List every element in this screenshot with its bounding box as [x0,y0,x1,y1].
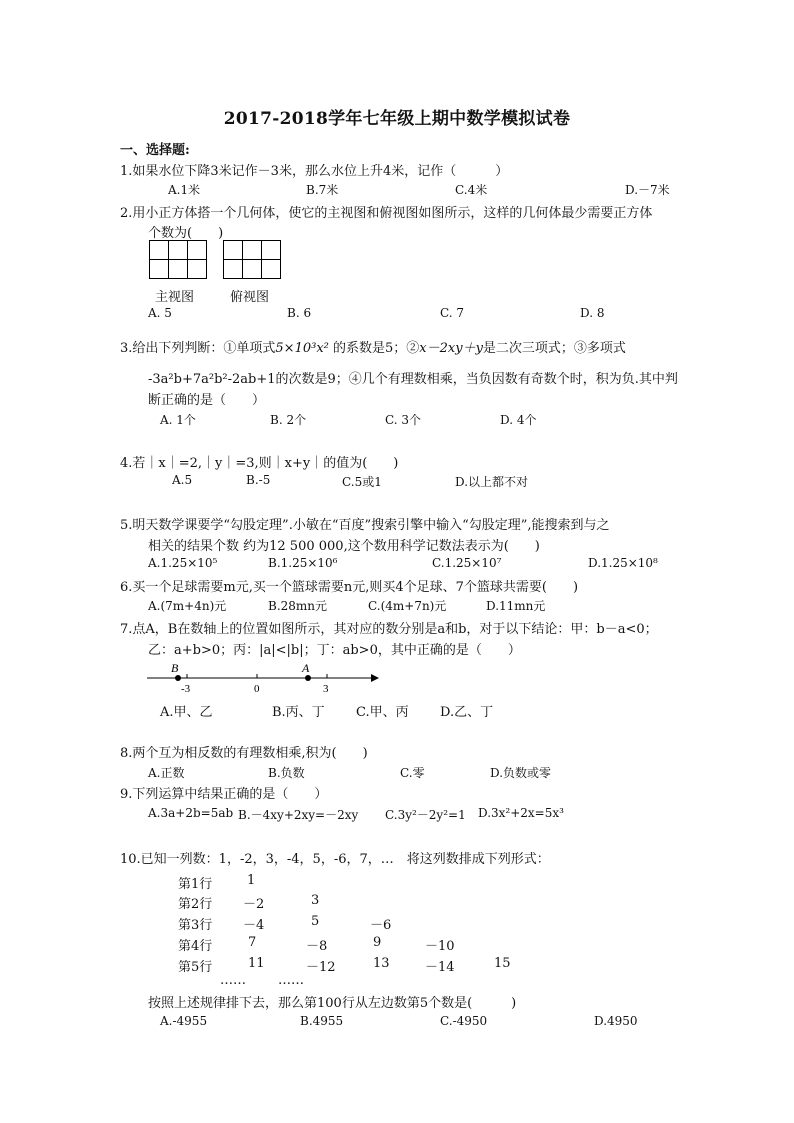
question-2-stem-line1: 2.用小正方体搭一个几何体，使它的主视图和俯视图如图所示，这样的几何体最少需要正方体 [120,206,653,221]
question-8-option-a: A.正数 [148,766,185,780]
question-3-option-d: D. 4个 [500,413,537,427]
ellipsis: …… [220,973,246,988]
row-value: 1 [247,873,256,888]
row-value: 3 [311,893,320,908]
top-view-label: 俯视图 [230,290,270,305]
question-9-option-a: A.3a+2b=5ab [148,806,234,820]
question-1-option-b: B.7米 [306,183,339,197]
question-10-option-a: A.-4955 [160,1014,208,1028]
arrow-icon [371,674,379,682]
row-value: 11 [248,956,265,971]
question-7-stem-line1: 7.点A，B在数轴上的位置如图所示，其对应的数分别是a和b，对于以下结论：甲：b－a<0； [120,622,658,637]
question-3-stem-line1 [120,337,626,356]
question-2-option-c: C. 7 [440,306,465,320]
row-label: 第2行 [178,897,213,912]
tick-label: -3 [181,683,191,695]
question-10-option-b: B.4955 [300,1014,344,1028]
label-b: B [171,661,179,675]
row-label: 第3行 [178,918,213,933]
page-title: 2017-2018学年七年级上期中数学模拟试卷 [223,109,571,129]
question-1-option-c: C.4米 [455,183,488,197]
label-a: A [302,661,310,675]
question-8-stem: 8.两个互为相反数的有理数相乘,积为( ) [120,746,368,761]
question-5-option-b: B.1.25×10⁶ [268,556,338,570]
row-value: －6 [370,918,392,933]
question-3-stem-line2: -3a²b+7a²b²-2ab+1的次数是9；④几个有理数相乘，当负因数有奇数个时，积为负.其中判 [148,372,678,387]
row-label: 第5行 [178,960,213,975]
front-view-label: 主视图 [155,290,195,305]
question-9-option-d: D.3x²+2x=5x³ [478,806,564,820]
point-b [175,675,181,681]
question-2-option-a: A. 5 [148,306,172,320]
question-9-option-b: B.－4xy+2xy=－2xy [238,808,359,822]
question-7-option-b: B.丙、丁 [272,705,325,720]
tick-label: 0 [254,683,260,695]
question-1-option-a: A.1米 [168,183,201,197]
q3-expression: x－2xy＋y [419,341,483,356]
question-2-option-d: D. 8 [580,306,605,320]
question-4-stem: 4.若｜x｜=2,｜y｜=3,则｜x+y｜的值为( ) [120,456,399,471]
q3-text-b: 的系数是5；② [333,341,420,356]
question-5-option-a: A.1.25×10⁵ [148,556,218,570]
front-view-figure [149,240,207,279]
question-5-option-c: C.1.25×10⁷ [432,556,502,570]
question-5-option-d: D.1.25×10⁸ [588,556,658,570]
question-8-option-c: C.零 [400,766,425,780]
question-8-option-b: B.负数 [268,766,305,780]
section-heading: 一、选择题: [120,143,190,158]
question-6-stem: 6.买一个足球需要m元,买一个篮球需要n元,则买4个足球、7个篮球共需要( ) [120,580,579,595]
question-7-option-a: A.甲、乙 [160,705,213,720]
question-6-option-d: D.11mn元 [486,599,546,613]
question-10-stem: 10.已知一列数：1，-2，3，-4，5，-6，7，… 将这列数排成下列形式： [120,852,550,867]
question-7-option-c: C.甲、丙 [356,705,409,720]
top-view-figure [223,240,281,279]
question-10-prompt: 按照上述规律排下去，那么第100行从左边数第5个数是( ) [148,996,517,1011]
tick-label: 3 [323,683,329,695]
question-6-option-c: C.(4m+7n)元 [368,599,447,613]
question-9-option-c: C.3y²－2y²=1 [385,808,466,822]
question-4-option-a: A.5 [172,473,193,487]
question-8-option-d: D.负数或零 [490,766,552,780]
point-a [305,675,311,681]
q3-text-a: 3.给出下列判断：①单项式 [120,341,276,356]
question-6-option-a: A.(7m+4n)元 [148,599,227,613]
question-3-option-c: C. 3个 [385,413,422,427]
question-5-stem-line2: 相关的结果个数 约为12 500 000,这个数用科学记数法表示为( ) [148,539,540,554]
row-value: 13 [373,956,390,971]
question-10-option-d: D.4950 [594,1014,638,1028]
question-2-stem-line2: 个数为( ) [148,226,224,241]
question-10-option-c: C.-4950 [440,1014,488,1028]
q3-text-c: 是二次三项式；③多项式 [482,341,626,356]
row-value: －14 [425,960,455,975]
row-value: 15 [494,956,511,971]
row-value: －8 [306,939,328,954]
row-value: －4 [243,918,265,933]
question-9-stem: 9.下列运算中结果正确的是（ ） [120,787,328,802]
ellipsis: …… [278,973,304,988]
row-value: －10 [425,939,455,954]
row-label: 第1行 [178,877,213,892]
row-value: 7 [248,935,257,950]
question-7-option-d: D.乙、丁 [440,705,494,720]
question-4-option-c: C.5或1 [342,475,382,489]
question-6-option-b: B.28mn元 [268,599,328,613]
row-value: －2 [243,897,265,912]
question-3-option-b: B. 2个 [270,413,307,427]
question-3-stem-line3: 断正确的是（ ） [148,393,266,408]
question-1-stem: 1.如果水位下降3米记作－3米，那么水位上升4米，记作（ ） [120,164,509,179]
question-2-option-b: B. 6 [287,306,312,320]
q3-monomial: 5×10³x² [275,341,329,356]
question-1-option-d: D.－7米 [625,183,670,197]
row-value: －12 [306,960,336,975]
row-value: 5 [311,914,320,929]
question-4-option-d: D.以上都不对 [455,475,529,489]
question-7-stem-line2: 乙：a+b>0；丙：|a|<|b|；丁：ab>0，其中正确的是（ ） [148,643,521,658]
number-line-figure [145,660,385,696]
question-4-option-b: B.-5 [246,473,271,487]
question-3-option-a: A. 1个 [160,413,196,427]
row-label: 第4行 [178,939,213,954]
question-5-stem-line1: 5.明天数学课要学“勾股定理”.小敏在“百度”搜索引擎中输入“勾股定理”,能搜索到与之 [120,518,610,533]
row-value: 9 [373,935,382,950]
